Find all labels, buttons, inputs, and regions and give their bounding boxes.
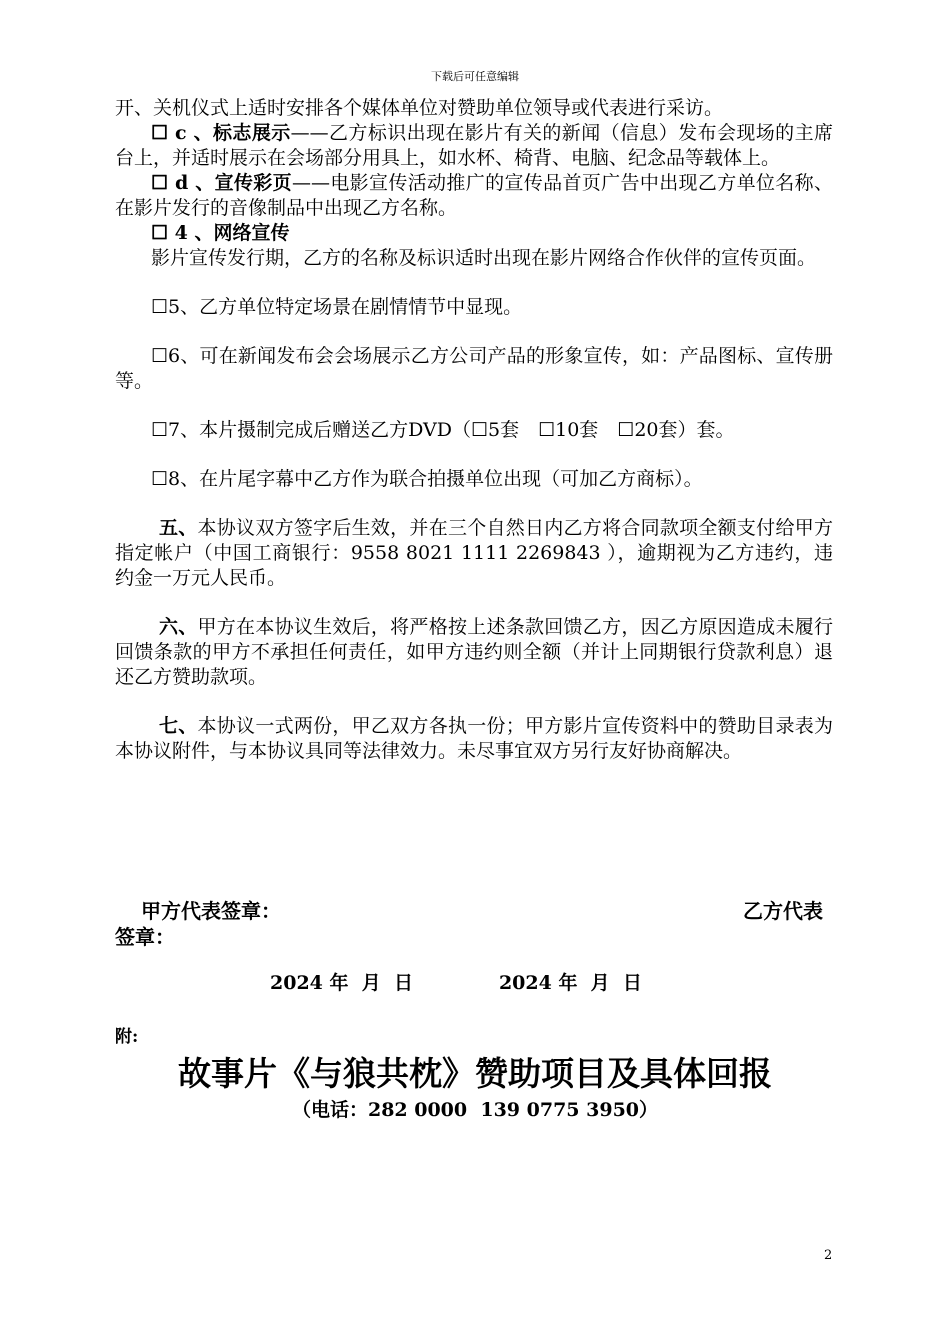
- paragraph-text: 本协议一式两份，甲乙双方各执一份；甲方影片宣传资料中的赞助目录表为本协议附件，与本协议具同等法律效力。未尽事宜双方另行友好协商解决。: [115, 715, 833, 762]
- paragraph-interviews: [115, 96, 833, 121]
- contact-phone: （电话：282 0000 139 0775 3950）: [291, 1099, 659, 1121]
- paragraph-logo-display: [115, 121, 833, 171]
- paragraph-text: ☐6、可在新闻发布会会场展示乙方公司产品的形象宣传，如：产品图标、宣传册等。: [115, 345, 833, 392]
- paragraph-text: ☐7、本片摄制完成后赠送乙方DVD（☐5套 ☐10套 ☐20套）套。: [151, 419, 735, 441]
- paragraph-press-display: [115, 344, 833, 394]
- paragraph-online-heading: [115, 221, 833, 246]
- signature-dates: 2024 年 月 日 2024 年 月 日: [270, 972, 642, 994]
- paragraph-credits: [115, 467, 833, 492]
- clause-lead: ☐ 4 、网络宣传: [151, 222, 290, 244]
- clause-seven: [115, 714, 833, 764]
- paragraph-scene: [115, 295, 833, 320]
- clause-six: [115, 615, 833, 690]
- paragraph-text: 影片宣传发行期，乙方的名称及标识适时出现在影片网络合作伙伴的宣传页面。: [151, 247, 817, 269]
- clause-number: 七、: [159, 715, 198, 737]
- agreement-body: [115, 96, 833, 764]
- paragraph-text: 甲方在本协议生效后，将严格按上述条款回馈乙方，因乙方原因造成未履行回馈条款的甲方不承担任何责任，如甲方违约则全额（并计上同期银行贷款利息）退还乙方赞助款项。: [115, 616, 833, 688]
- paragraph-text: ☐5、乙方单位特定场景在剧情情节中显现。: [151, 296, 523, 318]
- page-header: 下载后可任意编辑: [431, 70, 519, 83]
- party-b-signature-label-cont: 签章：: [115, 925, 175, 949]
- party-b-signature-label: 乙方代表: [743, 899, 823, 923]
- clause-lead: ☐ d 、宣传彩页: [151, 172, 292, 194]
- party-a-signature-label: 甲方代表签章：: [141, 899, 281, 923]
- page-number: 2: [824, 1248, 833, 1263]
- clause-five: [115, 516, 833, 591]
- paragraph-text: ——乙方标识出现在影片有关的新闻（信息）发布会现场的主席台上，并适时展示在会场部分用具上，如水杯、椅背、电脑、纪念品等载体上。: [115, 122, 833, 169]
- clause-number: 六、: [159, 616, 198, 638]
- paragraph-text: ——电影宣传活动推广的宣传品首页广告中出现乙方单位名称、在影片发行的音像制品中出现乙方名称。: [115, 172, 833, 219]
- clause-number: 五、: [159, 517, 198, 539]
- appendix-label: 附:: [115, 1027, 139, 1047]
- appendix-title: 故事片《与狼共枕》赞助项目及具体回报: [178, 1054, 772, 1093]
- paragraph-online-text: [115, 246, 833, 271]
- paragraph-text: 本协议双方签字后生效，并在三个自然日内乙方将合同款项全额支付给甲方指定帐户（中国工商银行：9558 8021 1111 2269843 ），逾期视为乙方违约，违约金一万元人民币。: [115, 517, 833, 589]
- paragraph-text: ☐8、在片尾字幕中乙方作为联合拍摄单位出现（可加乙方商标）。: [151, 468, 703, 490]
- paragraph-text: 开、关机仪式上适时安排各个媒体单位对赞助单位领导或代表进行采访。: [115, 97, 724, 119]
- paragraph-brochure: [115, 171, 833, 221]
- clause-lead: ☐ c 、标志展示: [151, 122, 291, 144]
- paragraph-dvd: [115, 418, 833, 443]
